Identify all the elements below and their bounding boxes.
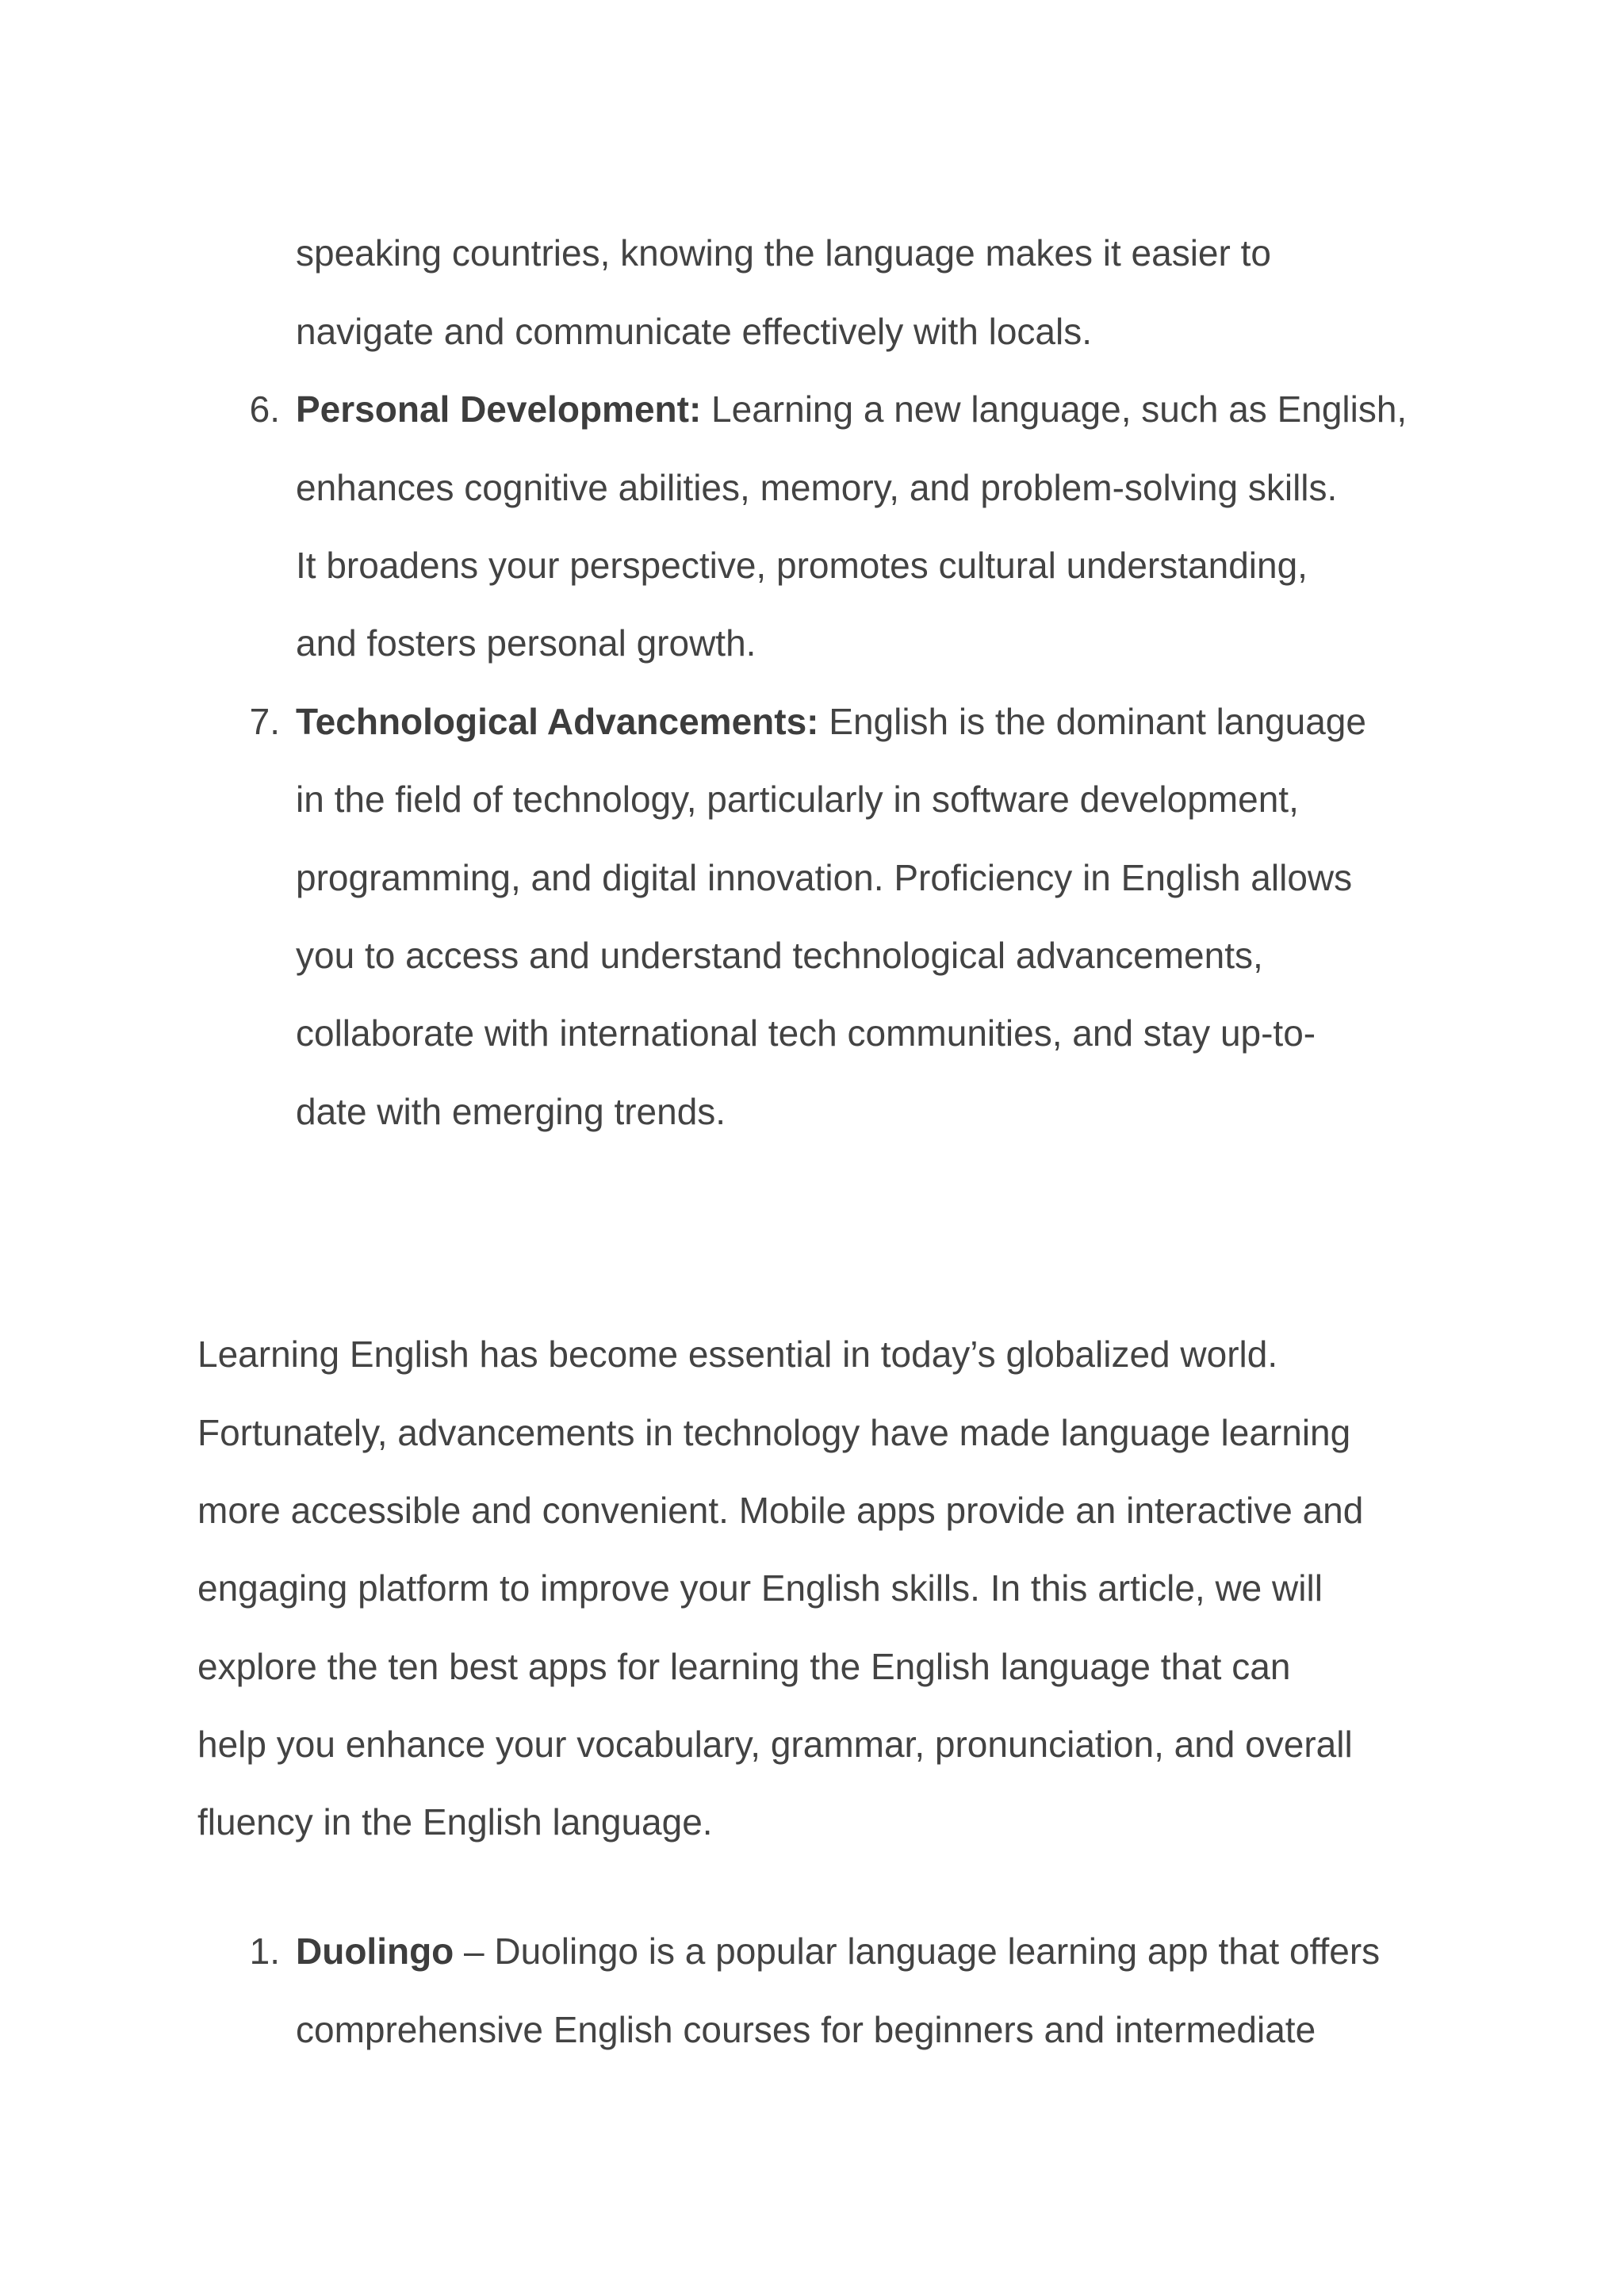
list-item-1-first-line bbox=[296, 1927, 1380, 1975]
list-number-6: 6. bbox=[249, 388, 280, 430]
list-item-1-line: comprehensive English courses for beginners and intermediate bbox=[296, 2009, 1316, 2050]
list-item-6-line: and fosters personal growth. bbox=[296, 622, 756, 664]
list-item-7-line: collaborate with international tech communities, and stay up-to- bbox=[296, 1012, 1316, 1054]
list-number-1: 1. bbox=[249, 1931, 280, 1972]
list-item-7-line: date with emerging trends. bbox=[296, 1091, 726, 1132]
list-item-6-line: It broadens your perspective, promotes cultural understanding, bbox=[296, 545, 1308, 586]
paragraph-line: explore the ten best apps for learning the English language that can bbox=[197, 1646, 1291, 1687]
paragraph-line: fluency in the English language. bbox=[197, 1801, 713, 1843]
list-item-7-line: you to access and understand technological advancements, bbox=[296, 935, 1263, 976]
paragraph-line: Learning English has become essential in today’s globalized world. bbox=[197, 1334, 1278, 1375]
list-item-6-title: Personal Development: bbox=[296, 388, 702, 430]
paragraph-line: more accessible and convenient. Mobile apps provide an interactive and bbox=[197, 1490, 1364, 1531]
list-item-6-text: Learning a new language, such as English, bbox=[711, 388, 1408, 430]
paragraph-line: engaging platform to improve your English skills. In this article, we will bbox=[197, 1567, 1323, 1609]
list-continuation-line: speaking countries, knowing the language makes it easier to bbox=[296, 232, 1271, 274]
paragraph-line: help you enhance your vocabulary, grammar, pronunciation, and overall bbox=[197, 1724, 1353, 1765]
list-item-6-line: enhances cognitive abilities, memory, and problem-solving skills. bbox=[296, 467, 1338, 508]
list-number-7: 7. bbox=[249, 701, 280, 742]
list-item-7-line: in the field of technology, particularly in software development, bbox=[296, 779, 1299, 820]
list-item-7-first-line bbox=[296, 698, 1366, 745]
list-item-6-first-line bbox=[296, 385, 1407, 433]
list-item-1-text: – Duolingo is a popular language learning app that offers bbox=[454, 1931, 1381, 1972]
paragraph-line: Fortunately, advancements in technology have made language learning bbox=[197, 1412, 1351, 1453]
list-item-7-line: programming, and digital innovation. Proficiency in English allows bbox=[296, 857, 1353, 898]
list-item-7-title: Technological Advancements: bbox=[296, 701, 819, 742]
list-item-1-title: Duolingo bbox=[296, 1931, 454, 1972]
list-continuation-line: navigate and communicate effectively with locals. bbox=[296, 311, 1093, 352]
list-item-7-text: English is the dominant language bbox=[829, 701, 1366, 742]
